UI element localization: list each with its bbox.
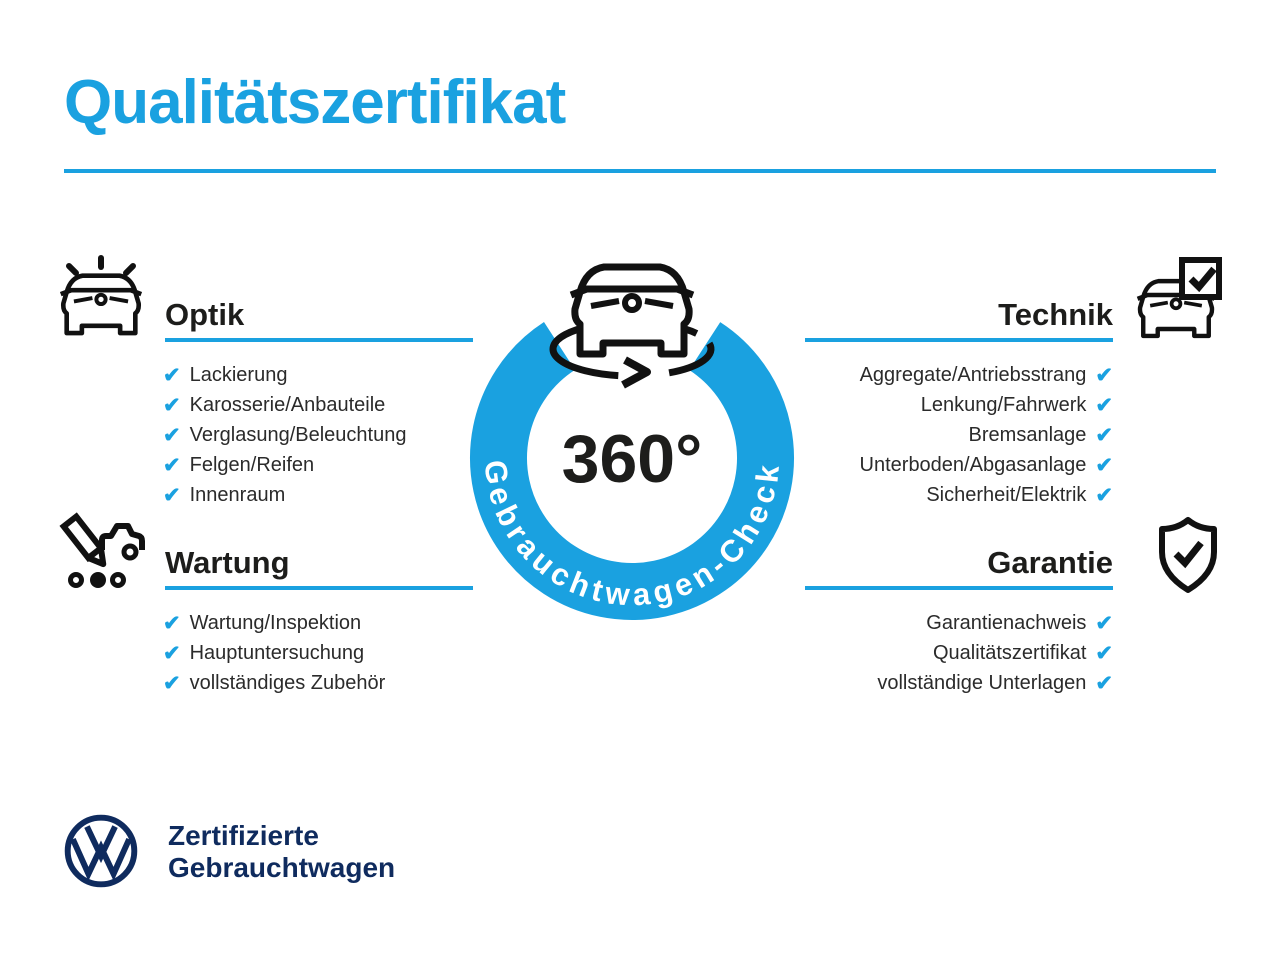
checklist-optik bbox=[163, 360, 493, 510]
check-icon: ✔ bbox=[163, 641, 181, 665]
list-item bbox=[163, 390, 493, 420]
item-label: Felgen/Reifen bbox=[189, 453, 315, 476]
title-divider bbox=[64, 169, 1216, 173]
checklist-garantie bbox=[783, 608, 1113, 698]
section-title-wartung: Wartung bbox=[165, 546, 473, 590]
item-label: Qualitätszertifikat bbox=[933, 641, 1087, 664]
section-title-optik: Optik bbox=[165, 298, 473, 342]
page-title: Qualitätszertifikat bbox=[64, 68, 566, 137]
item-label: Aggregate/Antriebsstrang bbox=[859, 363, 1087, 386]
list-item bbox=[163, 480, 493, 510]
list-item bbox=[783, 638, 1113, 668]
item-label: Verglasung/Beleuchtung bbox=[189, 423, 407, 446]
item-label: Wartung/Inspektion bbox=[189, 611, 362, 634]
check-icon: ✔ bbox=[163, 483, 181, 507]
vw-logo bbox=[64, 814, 138, 888]
list-item bbox=[163, 360, 493, 390]
check-icon: ✔ bbox=[1095, 393, 1113, 417]
car-rotate-icon bbox=[553, 267, 711, 385]
car-shine-icon bbox=[56, 254, 146, 346]
list-item bbox=[783, 608, 1113, 638]
item-label: Bremsanlage bbox=[968, 423, 1087, 446]
shield-check-icon bbox=[1148, 514, 1228, 600]
check-icon: ✔ bbox=[1095, 611, 1113, 635]
section-title-garantie: Garantie bbox=[805, 546, 1113, 590]
list-item bbox=[163, 668, 493, 698]
item-label: Sicherheit/Elektrik bbox=[926, 483, 1087, 506]
item-label: Hauptuntersuchung bbox=[189, 641, 365, 664]
list-item bbox=[783, 668, 1113, 698]
check-icon: ✔ bbox=[163, 453, 181, 477]
item-label: vollständige Unterlagen bbox=[877, 671, 1087, 694]
checklist-wartung bbox=[163, 608, 493, 698]
item-label: Unterboden/Abgasanlage bbox=[859, 453, 1087, 476]
check-icon: ✔ bbox=[1095, 363, 1113, 387]
check-icon: ✔ bbox=[163, 363, 181, 387]
ring-label: Gebrauchtwagen-Check bbox=[477, 458, 787, 613]
check-icon: ✔ bbox=[163, 611, 181, 635]
item-label: Lackierung bbox=[189, 363, 288, 386]
check-icon: ✔ bbox=[1095, 483, 1113, 507]
brand-claim-line1: Zertifizierte bbox=[168, 820, 319, 851]
checklist-technik bbox=[783, 360, 1113, 510]
item-label: Garantienachweis bbox=[926, 611, 1087, 634]
list-item bbox=[163, 608, 493, 638]
badge-center-value: 360° bbox=[561, 421, 703, 497]
list-item bbox=[783, 420, 1113, 450]
check-icon: ✔ bbox=[1095, 453, 1113, 477]
list-item bbox=[163, 420, 493, 450]
item-label: Innenraum bbox=[189, 483, 286, 506]
item-label: Lenkung/Fahrwerk bbox=[920, 393, 1087, 416]
list-item bbox=[783, 450, 1113, 480]
brand-claim bbox=[168, 820, 395, 884]
item-label: Karosserie/Anbauteile bbox=[189, 393, 386, 416]
check-icon: ✔ bbox=[163, 671, 181, 695]
list-item bbox=[163, 450, 493, 480]
check-icon: ✔ bbox=[1095, 671, 1113, 695]
check-icon: ✔ bbox=[163, 393, 181, 417]
brand-claim-line2: Gebrauchtwagen bbox=[168, 852, 396, 883]
list-item bbox=[163, 638, 493, 668]
check-icon: ✔ bbox=[1095, 423, 1113, 447]
car-checkbox-icon bbox=[1134, 254, 1224, 346]
list-item bbox=[783, 480, 1113, 510]
item-label: vollständiges Zubehör bbox=[189, 671, 386, 694]
list-item bbox=[783, 390, 1113, 420]
pencil-car-icon bbox=[56, 510, 146, 602]
list-item bbox=[783, 360, 1113, 390]
section-title-technik: Technik bbox=[805, 298, 1113, 342]
check-icon: ✔ bbox=[1095, 641, 1113, 665]
badge-360-check bbox=[467, 252, 798, 624]
check-icon: ✔ bbox=[163, 423, 181, 447]
